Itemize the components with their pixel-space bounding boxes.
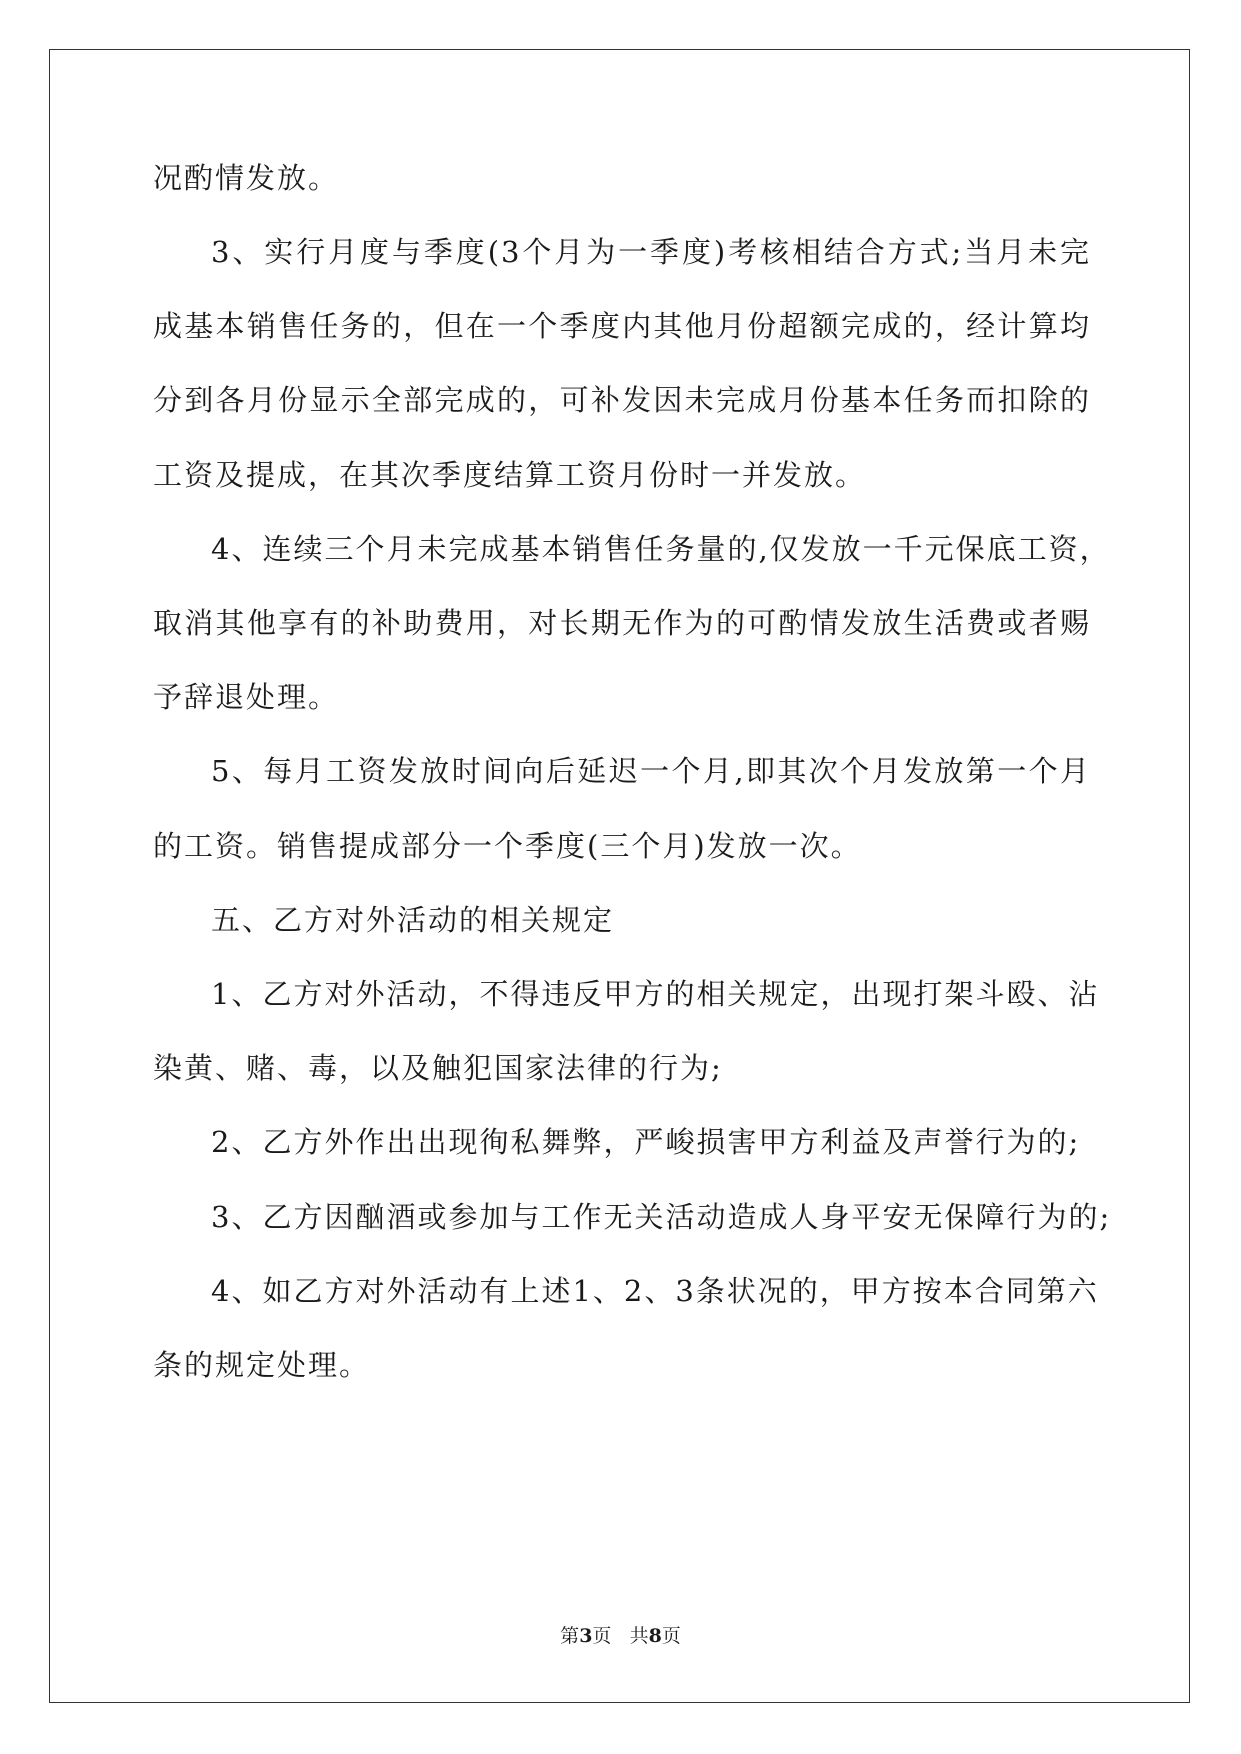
paragraph-line: 况酌情发放。 [153, 161, 340, 195]
paragraph-line: 染黄、赌、毒，以及触犯国家法律的行为; [153, 1051, 723, 1085]
total-pages-number: 8 [648, 1625, 662, 1647]
paragraph-line: 3、乙方因酗酒或参加与工作无关活动造成人身平安无保障行为的; [211, 1200, 1112, 1234]
paragraph-line: 成基本销售任务的，但在一个季度内其他月份超额完成的，经计算均 [153, 309, 1091, 343]
footer-prefix: 第 [560, 1625, 580, 1647]
footer-total-prefix: 共 [629, 1625, 649, 1647]
footer-total-unit: 页 [661, 1625, 681, 1647]
paragraph-line: 4、连续三个月未完成基本销售任务量的,仅发放一千元保底工资， [211, 532, 1111, 566]
paragraph-line: 5、每月工资发放时间向后延迟一个月,即其次个月发放第一个月 [211, 754, 1091, 788]
paragraph-line: 予辞退处理。 [153, 680, 340, 714]
page-footer [0, 1624, 1241, 1648]
paragraph-line: 4、如乙方对外活动有上述1、2、3条状况的，甲方按本合同第六 [211, 1274, 1099, 1308]
paragraph-line: 的工资。销售提成部分一个季度(三个月)发放一次。 [153, 829, 862, 863]
footer-page-unit: 页 [592, 1625, 612, 1647]
paragraph-line: 取消其他享有的补助费用，对长期无作为的可酌情发放生活费或者赐 [153, 606, 1091, 640]
paragraph-line: 工资及提成，在其次季度结算工资月份时一并发放。 [153, 458, 867, 492]
paragraph-line: 1、乙方对外活动，不得违反甲方的相关规定，出现打架斗殴、沾 [211, 977, 1100, 1011]
current-page-number: 3 [579, 1625, 593, 1647]
paragraph-line: 分到各月份显示全部完成的，可补发因未完成月份基本任务而扣除的 [153, 383, 1091, 417]
page-border [49, 49, 1190, 1703]
paragraph-line: 3、实行月度与季度(3个月为一季度)考核相结合方式;当月未完 [211, 235, 1091, 269]
paragraph-line: 2、乙方外作出出现徇私舞弊，严峻损害甲方利益及声誉行为的; [211, 1125, 1081, 1159]
section-heading: 五、乙方对外活动的相关规定 [211, 903, 615, 937]
paragraph-line: 条的规定处理。 [153, 1348, 371, 1382]
